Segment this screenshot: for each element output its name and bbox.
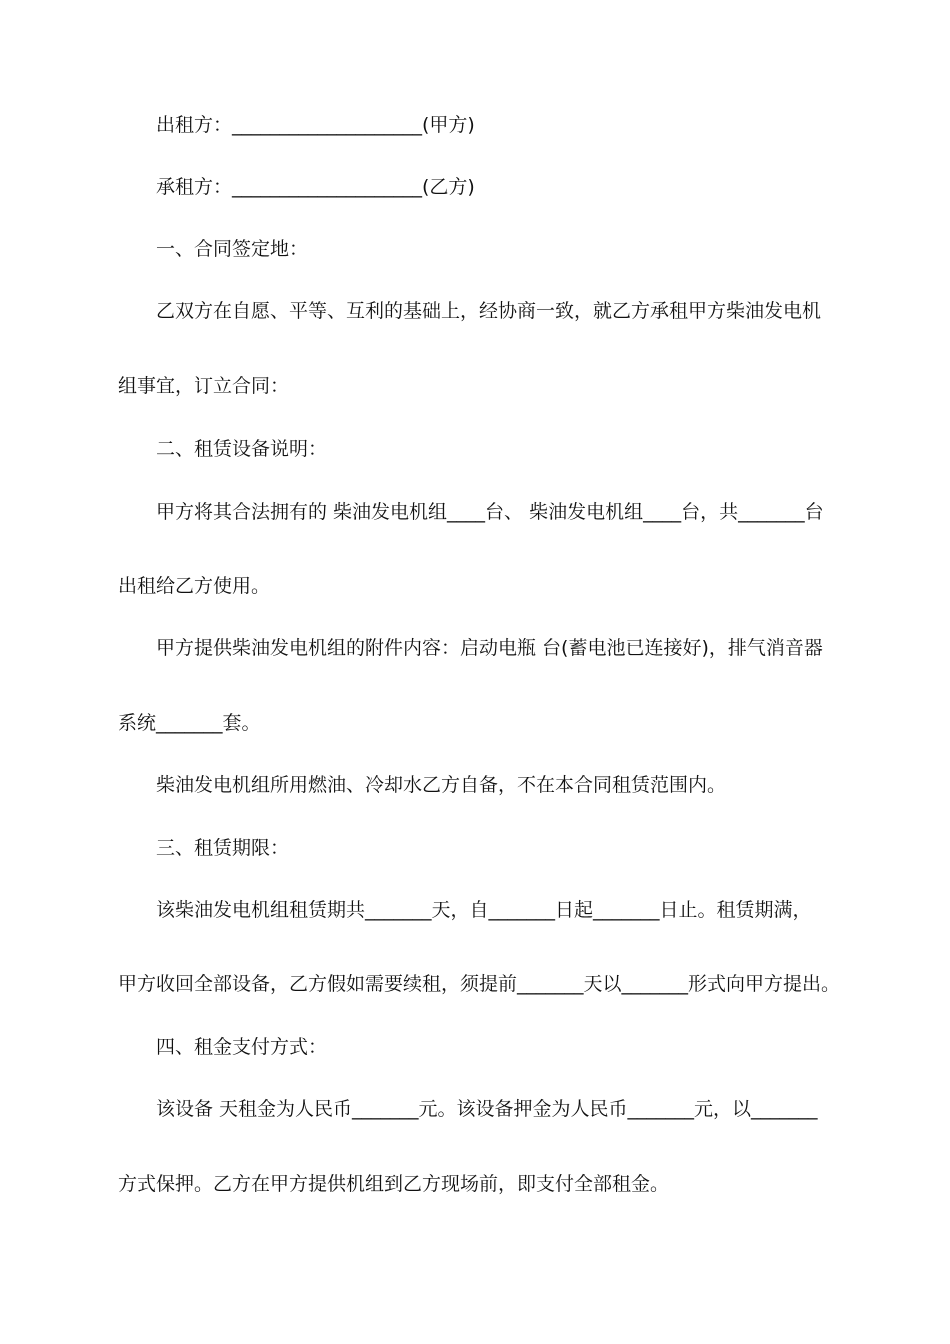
section-4-heading: 四、租金支付方式：: [156, 1036, 328, 1058]
section-2-heading: 二、租赁设备说明：: [156, 438, 328, 460]
paragraph-intro-line-1: 乙双方在自愿、平等、互利的基础上，经协商一致，就乙方承租甲方柴油发电机: [156, 300, 822, 322]
lessor-line: 出租方：____________________(甲方): [156, 114, 475, 136]
paragraph-intro-line-2: 组事宜，订立合同：: [118, 375, 290, 397]
section-3-heading: 三、租赁期限：: [156, 837, 290, 859]
payment-line-2: 方式保押。乙方在甲方提供机组到乙方现场前，即支付全部租金。: [118, 1173, 670, 1195]
accessories-line-1: 甲方提供柴油发电机组的附件内容：启动电瓶 台(蓄电池已连接好)，排气消音器: [156, 637, 823, 659]
fuel-note-line: 柴油发电机组所用燃油、冷却水乙方自备，不在本合同租赁范围内。: [156, 774, 727, 796]
section-1-heading: 一、合同签定地：: [156, 238, 309, 260]
payment-line-1: 该设备 天租金为人民币_______元。该设备押金为人民币_______元，以_______: [156, 1098, 818, 1120]
equipment-line-1: 甲方将其合法拥有的 柴油发电机组____台、 柴油发电机组____台，共_______台: [156, 501, 824, 523]
term-line-2: 甲方收回全部设备，乙方假如需要续租，须提前_______天以_______形式向甲方提出。: [118, 973, 841, 995]
equipment-line-2: 出租给乙方使用。: [118, 575, 271, 597]
accessories-line-2: 系统_______套。: [118, 712, 261, 734]
term-line-1: 该柴油发电机组租赁期共_______天，自_______日起_______日止。租赁期满，: [156, 899, 812, 921]
lessee-line: 承租方：____________________(乙方): [156, 176, 475, 198]
